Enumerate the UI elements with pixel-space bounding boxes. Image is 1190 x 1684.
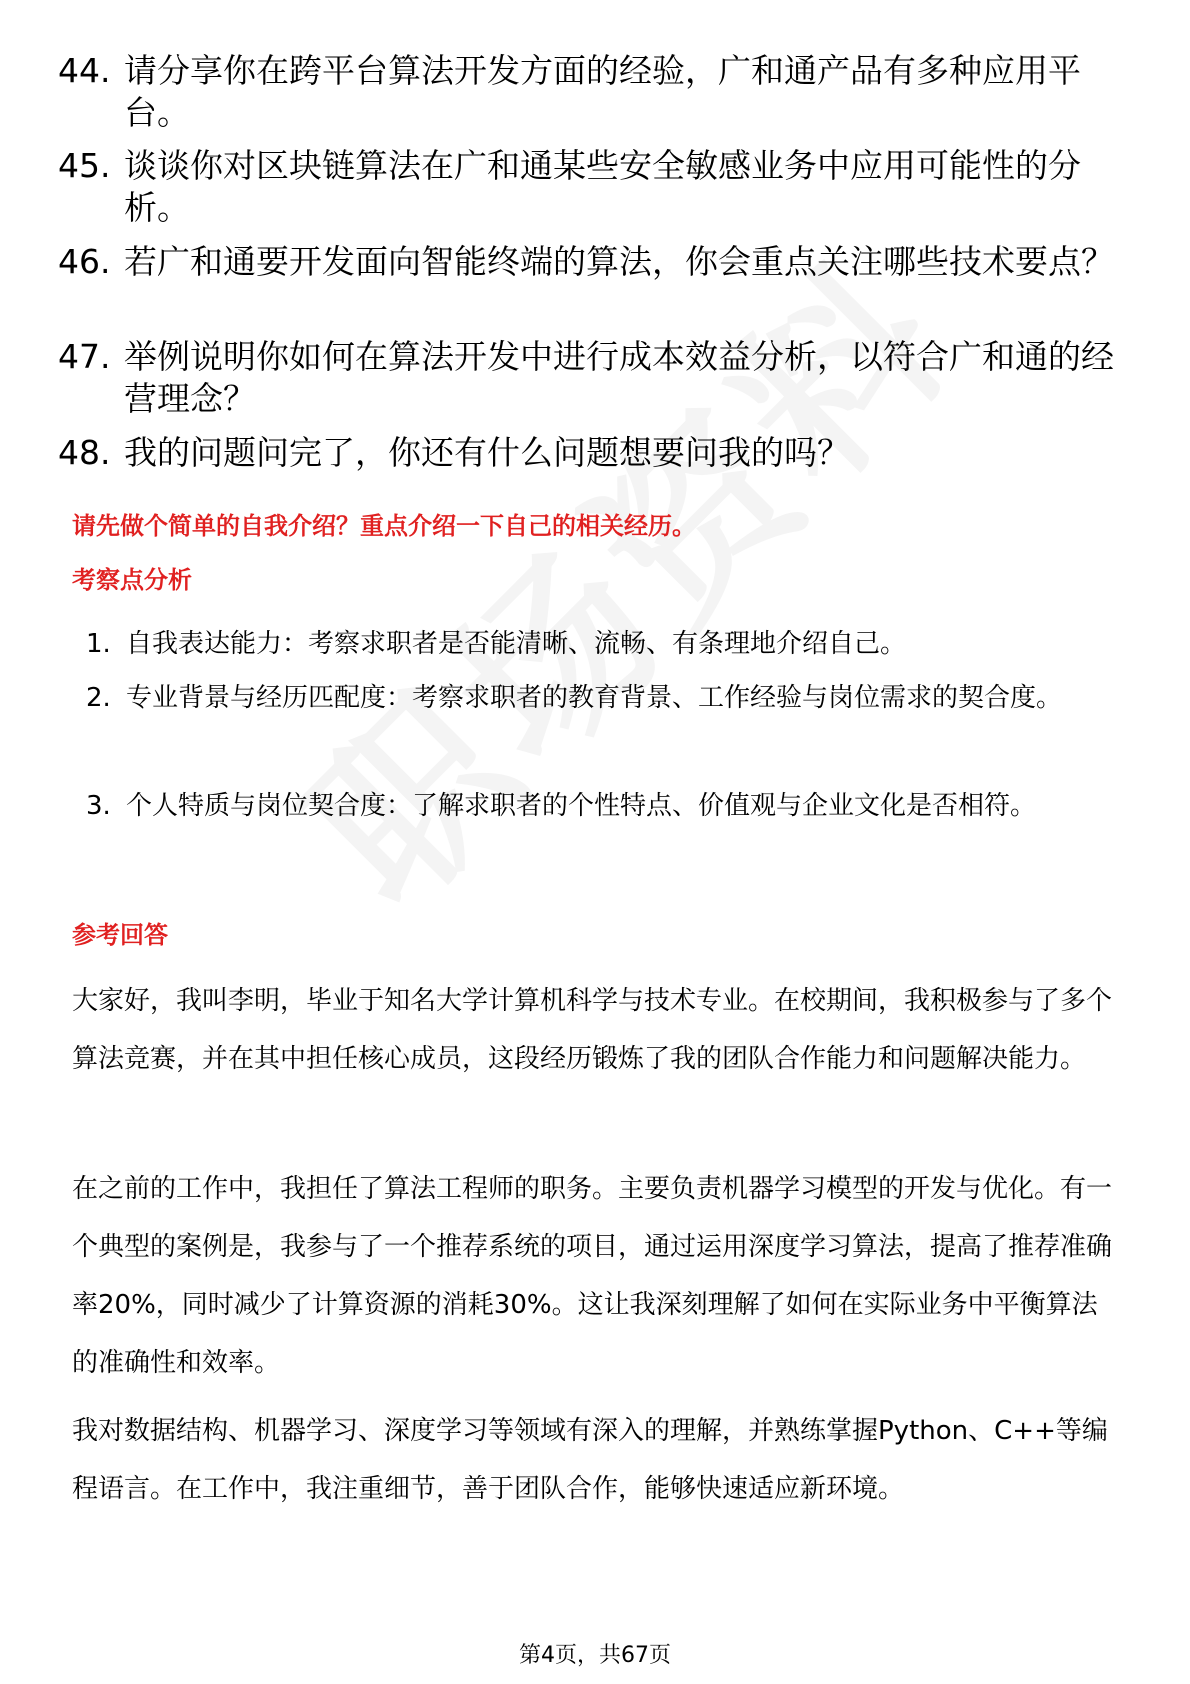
answer-heading: 参考回答 — [72, 921, 168, 949]
question-item — [58, 432, 1118, 474]
section-question-title: 请先做个简单的自我介绍？重点介绍一下自己的相关经历。 — [72, 512, 696, 540]
analysis-text: 专业背景与经历匹配度：考察求职者的教育背景、工作经验与岗位需求的契合度。 — [126, 683, 1063, 713]
question-item — [58, 241, 1118, 283]
analysis-heading: 考察点分析 — [72, 566, 192, 594]
answer-paragraph: 在之前的工作中，我担任了算法工程师的职务。主要负责机器学习模型的开发与优化。有一个典型的案例是，我参与了一个推荐系统的项目，通过运用深度学习算法，提高了推荐准确率20%，同时减少了计算资源的消耗30%。这让我深刻理解了如何在实际业务中平衡算法的准确性和效率。 — [72, 1174, 1113, 1378]
question-item — [58, 145, 1118, 229]
watermark — [240, 194, 999, 953]
answer-paragraph: 大家好，我叫李明，毕业于知名大学计算机科学与技术专业。在校期间，我积极参与了多个算法竞赛，并在其中担任核心成员，这段经历锻炼了我的团队合作能力和问题解决能力。 — [72, 986, 1113, 1074]
question-number: 44. — [58, 51, 111, 90]
page-footer: 第4页，共67页 — [519, 1643, 671, 1668]
question-text: 我的问题问完了，你还有什么问题想要问我的吗？ — [124, 433, 850, 472]
question-number: 45. — [58, 146, 111, 185]
question-text: 请分享你在跨平台算法开发方面的经验，广和通产品有多种应用平台。 — [124, 51, 1081, 132]
question-number: 48. — [58, 433, 111, 472]
analysis-number: 3. — [86, 791, 111, 821]
analysis-text: 个人特质与岗位契合度：了解求职者的个性特点、价值观与企业文化是否相符。 — [126, 791, 1037, 821]
question-text: 举例说明你如何在算法开发中进行成本效益分析，以符合广和通的经营理念？ — [124, 337, 1114, 418]
analysis-number: 2. — [86, 683, 111, 713]
answer-paragraph: 我对数据结构、机器学习、深度学习等领域有深入的理解，并熟练掌握Python、C++等编程语言。在工作中，我注重细节，善于团队合作，能够快速适应新环境。 — [72, 1416, 1108, 1504]
analysis-item — [86, 778, 1126, 834]
question-item — [58, 50, 1118, 134]
question-text: 若广和通要开发面向智能终端的算法，你会重点关注哪些技术要点？ — [124, 242, 1114, 281]
analysis-number: 1. — [86, 629, 111, 659]
question-text: 谈谈你对区块链算法在广和通某些安全敏感业务中应用可能性的分析。 — [124, 146, 1081, 227]
question-number: 47. — [58, 337, 111, 376]
analysis-item — [86, 670, 1126, 726]
question-number: 46. — [58, 242, 111, 281]
analysis-text: 自我表达能力：考察求职者是否能清晰、流畅、有条理地介绍自己。 — [126, 629, 907, 659]
analysis-item — [86, 616, 1126, 672]
question-item — [58, 336, 1118, 420]
